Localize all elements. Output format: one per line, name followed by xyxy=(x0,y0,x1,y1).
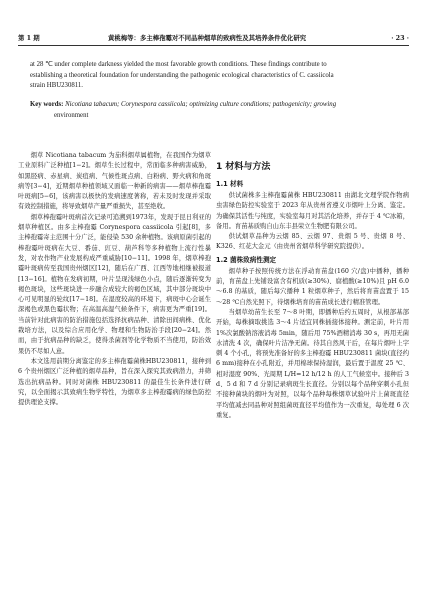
running-title: 黄桃梅等：多主棒孢霉对不同品种烟草的致病性及其培养条件优化研究 xyxy=(108,34,307,42)
section-heading: 1 材料与方法 xyxy=(216,162,271,172)
page-number: · 23 · xyxy=(391,34,409,42)
keywords-label: Key words: xyxy=(30,101,64,108)
right-column xyxy=(216,151,409,421)
intro-paragraph-3: 本文选用前期分离鉴定的多主棒孢霉菌株HBU230811，接种到 6 个贵州烟区广泛种植的烟草品种，旨在深入探究其致病潜力，并筛选出抗病品种。同时对菌株 HBU230811 的最佳生长条件进行研究，以全面揭示其致病生物学特性，为烟草多主棒孢霉病的绿色防控提供理论支撑。 xyxy=(18,357,211,407)
materials-paragraph-1: 供试菌株多主棒孢霉菌株 HBU230811 由湖北文理学院作物病虫害绿色防控实验室于 2023 年从贵州省遵义市烟叶上分离、鉴定。为确保其活性与纯度，实验室每月对其活化培养，并存于 4 ℃冰箱，备用。育苗基质购自山东丰县荣立生物肥有限公司。 xyxy=(216,192,409,230)
subsection-heading-materials: 1.1 材料 xyxy=(216,180,244,188)
abstract-line: establishing a theoretical foundation for understanding the pathogenic ecological characteristics of C. cassiicola xyxy=(30,71,334,79)
header-rule xyxy=(18,45,409,46)
issue-number: 第 1 期 xyxy=(18,34,40,42)
left-column xyxy=(18,151,211,408)
method-paragraph-2: 当烟草幼苗生长至 7～8 叶期，即播种后约五周时，从根部基部开始，每株摘取挑选 3～4 片适宜同株插接体接种。测定前，叶片用 1%次氯酸钠溶液消毒 5min，随后用 75%酒精消毒 30 s，再用无菌水清洗 4 次，确保叶片洁净无菌。待其自然风干后，在每片烟叶上字刺 4 个小孔，将预先准备好的多主棒孢霉 HBU230811 菌块(直径约 6 mm)接种在小孔附近，并用棉球保持湿润，最后置于温度 25 ℃、相对湿度 90%、光周期 L/H=12 h/12 h 的人工气候室中。接种后 3 d、5 d 和 7 d 分别记录病斑生长直径。分别以每个品种穿刺小孔但不接种菌块的烟叶为对照，以每个品种每株烟草试验叶片上菌斑直径平均值减去同品种对照组菌斑直径平均值作为一次重复，每处理 6 次重复。 xyxy=(216,308,409,419)
page-header xyxy=(18,33,409,47)
abstract-line: strain HBU230811. xyxy=(30,82,83,89)
abstract-continuation xyxy=(30,60,398,92)
keywords-text: Nicotiana tabacum; Corynespora cassiicola; optimizing culture conditions; pathogenicity; growing xyxy=(65,101,337,108)
keywords-text-cont: environment xyxy=(54,111,89,119)
keywords xyxy=(30,100,398,121)
subsection-heading-pathogenicity: 1.2 菌株致病性测定 xyxy=(216,255,277,264)
abstract-line: at 28 ℃ under complete darkness yielded the most favorable growth conditions. These findings contribute to xyxy=(30,61,327,68)
method-paragraph-1: 烟草种子按照传统方法在浮动育苗盘(160 穴/盘)中播种，播种前，育苗盘上先铺设富含有机质(≥30%)、腐植酸(≥10%)且 pH 6.0～6.8 的基质，随后每穴播种 1 粒烟草种子，然后将育苗盘置于 15～28 ℃自然光照下，待烟株培育的苗苗成长进行精准管理。 xyxy=(216,267,409,306)
materials-paragraph-2: 供试烟草品种为云烟 85、云烟 97、贵烟 5 号、贵烟 8 号、K326、红花大金元（由贵州省烟草科学研究院提供）。 xyxy=(216,233,409,251)
intro-paragraph-2: 烟草棒孢霉叶斑病首次记录可追溯到1973年，发现于昆日利亚的烟草种植区。由多主棒孢霉 Corynespora cassiicola 引起[8]，多主棒孢霉寄主范围十分广泛，能侵染 530 余种植物。该病原菌引起的棒孢霉叶斑病在大豆、番茄、豇豆、葫芦科等多种植物上流行性暴发，对农作物产业发展构成严重威胁[10−11]。1998 年，烟草棒孢霉叶斑病传至我国贵州烟区[12]，随后在广西、江西等地相继被报道[13−16]。植物在发病初期，叶片呈现浅绿色小点，随后逐渐转变为褐色斑块，这些斑块进一步融合成较大的褐色区域，其中部分斑块中心可见明显的轮纹[17−18]。在湿度较高的环境下，病斑中心会诞生深褐色或黑色霉状物；在高温高湿气候条件下，病害更为严重[19]。当前针对此病害的防治措施包括选择抗病品种、清除田间病株、优化栽培方法，以及综合应用化学、物理和生物防治手段[20−24]。然而，由于抗病品种的缺乏，使得杀菌剂等化学物质不当使用，防治效果仍不尽如人意。 xyxy=(18,213,211,355)
intro-paragraph-1: 烟草 Nicotiana tabacum 为茄科烟草属植物，在我国作为烟草工业原料广泛种植[1−2]。烟草生长过程中，常面临多种病害威胁，如黑胫病、赤星病、炭疽病、气候性斑点病、白粉病、野火病和角斑病等[3−4]，近期烟草种植领域又面临一种新的病害——烟草棒孢霉叶斑病[5−6]，该病害以极快的发病速度著称，若未及时发现并采取有效控制措施，将导致烟草产量严重损失，甚至绝收。 xyxy=(18,152,211,211)
